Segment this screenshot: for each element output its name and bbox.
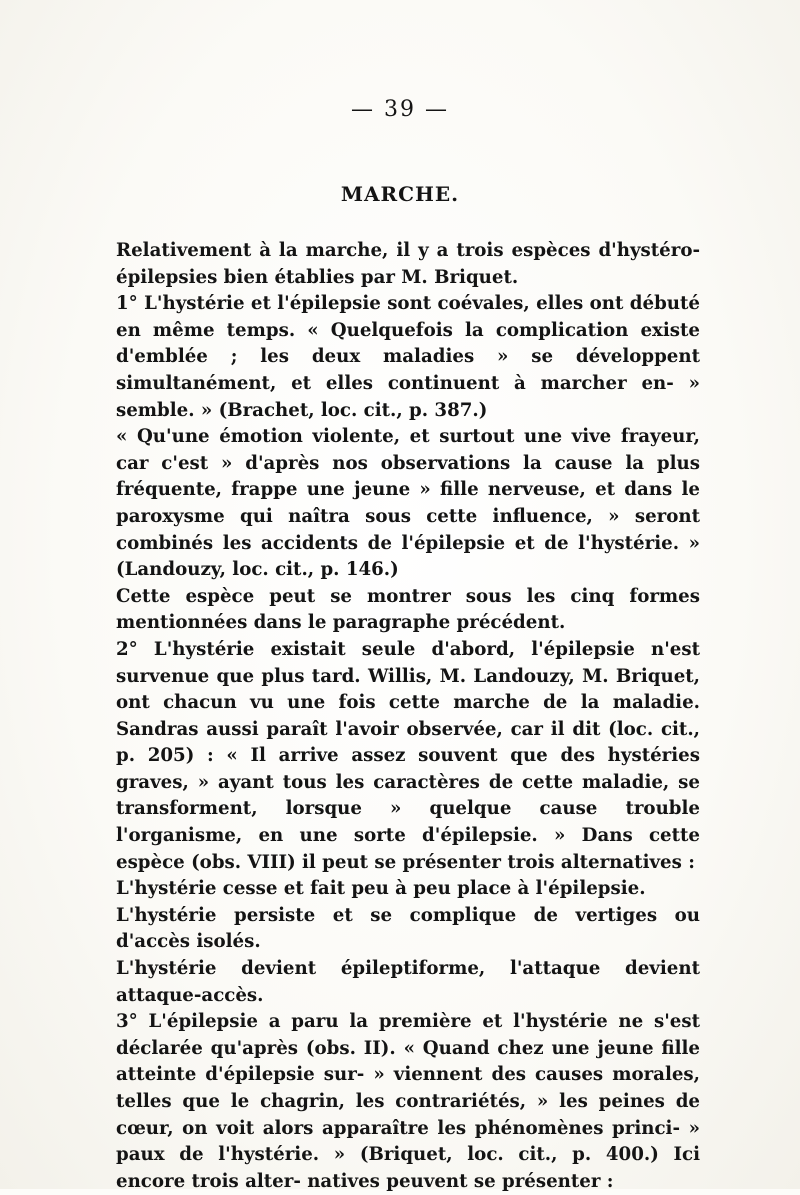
alternative-3: L'hystérie devient épileptiforme, l'attaque devient attaque-accès. <box>116 958 700 1006</box>
paragraph-case-2: 2° L'hystérie existait seule d'abord, l'épilepsie n'est survenue que plus tard. Willis, M. Landouzy, M. Briquet, ont chacun vu une fois cette marche de la maladie. Sandras aussi paraît l'avoir observée, car il dit (loc. cit., p. 205) : « Il arrive assez souvent que des hystéries graves, » ayant tous les caractères de cette maladie, se transforment, lorsque » quelque cause trouble l'organisme, en une sorte d'épilepsie. » Dans cette espèce (obs. VIII) il peut se présenter trois alternatives : <box>116 638 700 873</box>
page-number: — 39 — <box>351 97 449 122</box>
section-title: MARCHE. <box>340 182 460 206</box>
paragraph-case-1: 1° L'hystérie et l'épilepsie sont coévales, elles ont débuté en même temps. « Quelquefois la complication existe d'emblée ; les deux maladies » se développent simultanément, et elles continuent à marcher en- » semble. » (Brachet, loc. cit., p. 387.) <box>116 293 700 421</box>
paragraph-forms: Cette espèce peut se montrer sous les cinq formes mentionnées dans le paragraphe précédent. <box>116 585 700 634</box>
body-text <box>116 238 700 1195</box>
paragraph-intro: Relativement à la marche, il y a trois espèces d'hystéro-épilepsies bien établies par M. Briquet. <box>116 240 700 288</box>
alternative-2: L'hystérie persiste et se complique de vertiges ou d'accès isolés. <box>116 904 700 953</box>
paragraph-quote-landouzy: « Qu'une émotion violente, et surtout une vive frayeur, car c'est » d'après nos observations la cause la plus fréquente, frappe une jeune » fille nerveuse, et dans le paroxysme qui naîtra sous cette influence, » seront combinés les accidents de l'épilepsie et de l'hystérie. » (Landouzy, loc. cit., p. 146.) <box>116 426 700 581</box>
alternative-1: L'hystérie cesse et fait peu à peu place à l'épilepsie. <box>116 878 646 900</box>
paragraph-case-3: 3° L'épilepsie a paru la première et l'hystérie ne s'est déclarée qu'après (obs. II). « Quand chez une jeune fille atteinte d'épilepsie sur- » viennent des causes morales, telles que le chagrin, les contrariétés, » les peines de cœur, on voit alors apparaître les phénomènes princi- » paux de l'hystérie. » (Briquet, loc. cit., p. 400.) Ici encore trois alter- natives peuvent se présenter : <box>116 1011 700 1192</box>
